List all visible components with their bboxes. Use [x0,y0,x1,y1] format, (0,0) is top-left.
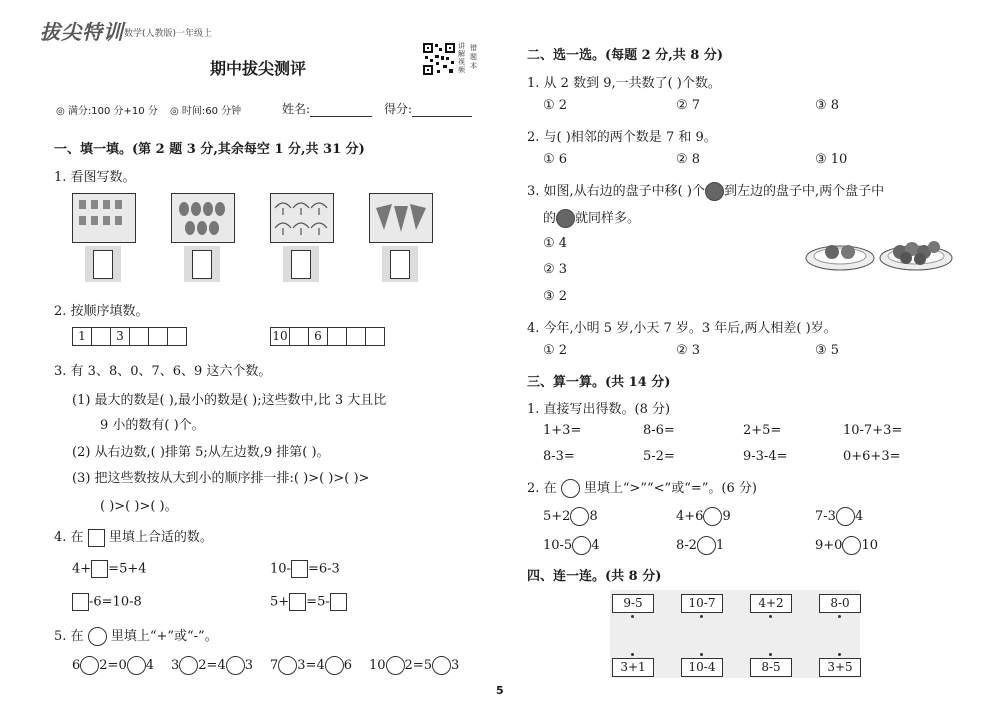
option[interactable]: ③ 8 [815,98,840,113]
match-top[interactable]: 4+2 [750,594,792,613]
blank-circle[interactable] [572,536,591,555]
connector-dot[interactable] [631,653,634,656]
s1-q5-item[interactable]: 10 2=5 3 [369,658,460,673]
option[interactable]: ① 6 [543,152,568,167]
seq-cell: 6 [309,328,328,345]
calc-item[interactable]: 8-6= [643,423,675,438]
answer-box[interactable] [382,246,418,282]
option[interactable]: ② 3 [676,343,701,358]
option[interactable]: ② 3 [543,262,568,277]
s1-q3-2: (2) 从右边数,( )排第 5;从左边数,9 排第( )。 [72,445,330,460]
seq-cell [290,328,309,345]
tomato-icon [556,209,575,228]
section3-heading: 三、算一算。(共 14 分) [527,375,671,390]
blank-circle[interactable] [703,507,722,526]
s3-q1: 1. 直接写出得数。(8 分) [527,402,671,417]
s1-q3-3b: ( )>( )>( )。 [100,499,178,514]
name-label: 姓名: [282,102,311,116]
s1-q4-e3[interactable]: -6=10-8 [72,593,142,611]
blank-circle[interactable] [179,656,198,675]
blank-circle[interactable] [836,507,855,526]
compare-item[interactable]: 7-3 4 [815,509,864,524]
answer-box[interactable] [85,246,121,282]
seq-cell [328,328,347,345]
option[interactable]: ③ 2 [543,289,568,304]
connector-dot[interactable] [700,653,703,656]
answer-box[interactable] [184,246,220,282]
qr-label-mistakes: 错题本 [470,44,477,70]
connector-dot[interactable] [769,615,772,618]
seq-cell: 10 [271,328,290,345]
seq-cell [92,328,111,345]
blank-circle[interactable] [80,656,99,675]
picture-icecreams [369,193,433,243]
qr-code[interactable] [422,42,456,76]
s3-q2: 2. 在 里填上“>”“<”或“=”。(6 分) [527,481,757,496]
s1-q4-e4[interactable]: 5+ =5- [270,593,347,611]
s1-q3: 3. 有 3、8、0、7、6、9 这六个数。 [54,364,272,379]
seq-cell [366,328,384,345]
section4-heading: 四、连一连。(共 8 分) [527,569,662,584]
compare-item[interactable]: 4+6 9 [676,509,731,524]
qr-label-video: 讲解视频 [458,42,465,74]
s1-q4-e2[interactable]: 10- =6-3 [270,561,340,577]
blank-square[interactable] [291,560,308,578]
s1-q5-item[interactable]: 7 3=4 6 [270,658,352,673]
option[interactable]: ② 7 [676,98,701,113]
picture-pears [171,193,235,243]
connector-dot[interactable] [769,653,772,656]
picture-umbrellas [270,193,334,243]
s2-q3-line1: 3. 如图,从右边的盘子中移( )个 到左边的盘子中,两个盘子中 [527,184,885,199]
s1-q2: 2. 按顺序填数。 [54,304,149,319]
match-bottom[interactable]: 8-5 [750,658,792,677]
match-bottom[interactable]: 3+5 [819,658,861,677]
s1-q5-item[interactable]: 6 2=0 4 [72,658,154,673]
blank-circle[interactable] [386,656,405,675]
seq-cell [130,328,149,345]
calc-item[interactable]: 1+3= [543,423,582,438]
s1-q4-e1[interactable]: 4+ =5+4 [72,561,147,577]
s2-q3-line2: 的 就同样多。 [543,211,641,226]
sequence-row-2[interactable] [270,327,385,346]
blank-circle[interactable] [127,656,146,675]
option[interactable]: ① 2 [543,98,568,113]
seq-cell [347,328,366,345]
score-field[interactable] [384,100,472,117]
option[interactable]: ② 8 [676,152,701,167]
page-number: 5 [496,684,504,697]
score-label: 得分: [384,102,413,116]
sequence-row-1[interactable] [72,327,187,346]
calc-item[interactable]: 0+6+3= [843,449,901,464]
tomato-icon [705,182,724,201]
section1-heading: 一、填一填。(第 2 题 3 分,其余每空 1 分,共 31 分) [54,142,365,157]
s1-q3-1a: (1) 最大的数是( ),最小的数是( );这些数中,比 3 大且比 [72,393,387,408]
match-bottom[interactable]: 3+1 [612,658,654,677]
series-subtitle: 数学(人教版)一年级上 [124,29,213,39]
compare-item[interactable]: 5+2 8 [543,509,598,524]
option[interactable]: ① 4 [543,236,568,251]
seq-cell: 1 [73,328,92,345]
compare-item[interactable]: 10-5 4 [543,538,600,553]
blank-square[interactable] [289,593,306,611]
option[interactable]: ③ 5 [815,343,840,358]
calc-item[interactable]: 8-3= [543,449,575,464]
blank-circle[interactable] [697,536,716,555]
option[interactable]: ③ 10 [815,152,848,167]
blank-circle[interactable] [570,507,589,526]
connector-dot[interactable] [838,653,841,656]
full-score: ◎ 满分:100 分+10 分 [56,106,158,117]
calc-item[interactable]: 2+5= [743,423,782,438]
match-top[interactable]: 9-5 [612,594,654,613]
s2-q1: 1. 从 2 数到 9,一共数了( )个数。 [527,76,721,91]
blank-circle[interactable] [432,656,451,675]
compare-item[interactable]: 8-2 1 [676,538,725,553]
seq-cell [168,328,186,345]
match-top[interactable]: 10-7 [681,594,723,613]
calc-item[interactable]: 10-7+3= [843,423,903,438]
connector-dot[interactable] [838,615,841,618]
blank-square[interactable] [330,593,347,611]
calc-item[interactable]: 5-2= [643,449,675,464]
compare-item[interactable]: 9+0 10 [815,538,878,553]
picture-figures [72,193,136,243]
blank-circle[interactable] [842,536,861,555]
s1-q4: 4. 在 里填上合适的数。 [54,530,213,545]
page-title: 期中拔尖测评 [210,59,307,78]
seq-cell [149,328,168,345]
answer-box[interactable] [283,246,319,282]
plates-illustration [804,232,954,274]
blank-circle[interactable] [226,656,245,675]
connector-dot[interactable] [700,615,703,618]
s1-q5: 5. 在 里填上“+”或“-”。 [54,629,218,644]
blank-square-icon [88,529,105,547]
blank-square[interactable] [72,593,89,611]
blank-circle[interactable] [325,656,344,675]
s1-q3-1b: 9 小的数有( )个。 [100,418,205,433]
blank-circle[interactable] [278,656,297,675]
s1-q5-item[interactable]: 3 2=4 3 [171,658,253,673]
brand-logo: 拔尖特训 [40,20,124,44]
calc-item[interactable]: 9-3-4= [743,449,788,464]
s2-q2: 2. 与( )相邻的两个数是 7 和 9。 [527,130,717,145]
blank-circle-icon [561,479,580,498]
blank-circle-icon [88,627,107,646]
match-top[interactable]: 8-0 [819,594,861,613]
seq-cell: 3 [111,328,130,345]
match-bottom[interactable]: 10-4 [681,658,723,677]
option[interactable]: ① 2 [543,343,568,358]
section2-heading: 二、选一选。(每题 2 分,共 8 分) [527,48,724,63]
blank-square[interactable] [91,560,108,578]
name-field[interactable] [282,100,372,117]
connector-dot[interactable] [631,615,634,618]
s1-q1: 1. 看图写数。 [54,170,136,185]
s2-q4: 4. 今年,小明 5 岁,小天 7 岁。3 年后,两人相差( )岁。 [527,321,837,336]
time-limit: ◎ 时间:60 分钟 [170,106,242,117]
s1-q3-3a: (3) 把这些数按从大到小的顺序排一排:( )>( )>( )> [72,471,370,486]
